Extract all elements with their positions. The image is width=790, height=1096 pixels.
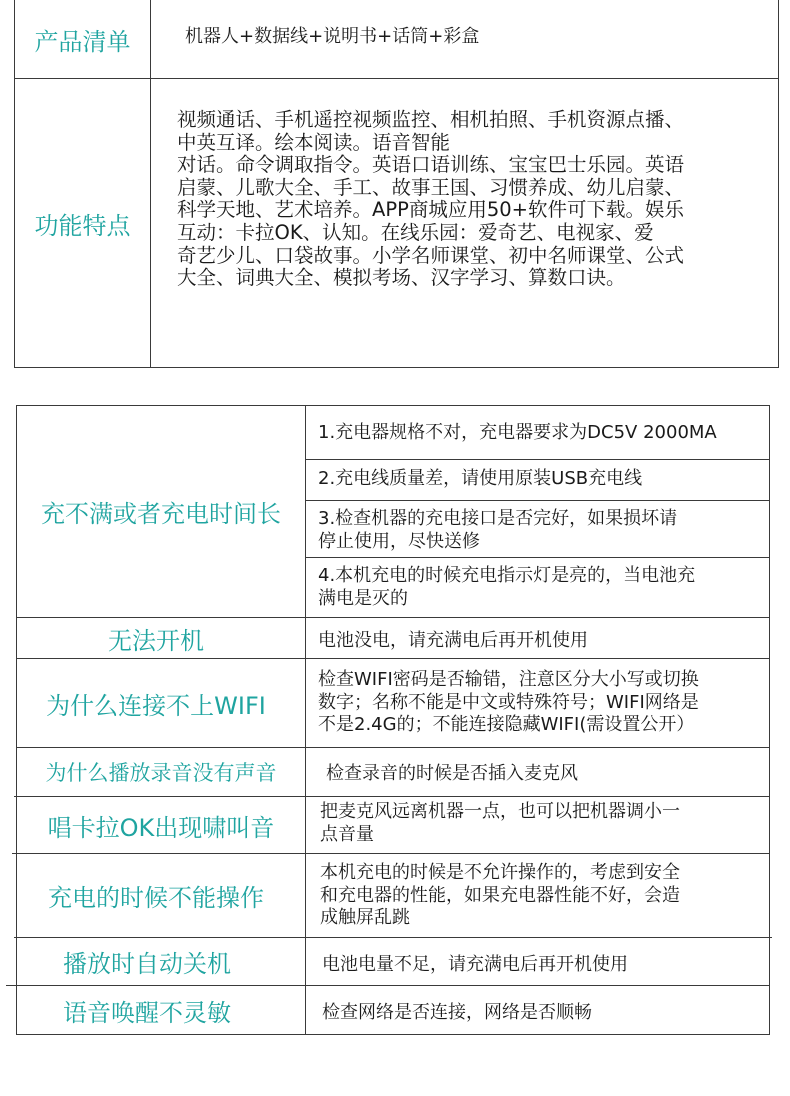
faq-question-charging: 充不满或者充电时间长	[41, 500, 281, 528]
answer-line: 电池电量不足，请充满电后再开机使用	[322, 954, 628, 975]
faq-question: 充电的时候不能操作	[48, 884, 264, 912]
answer-line: 点音量	[320, 823, 374, 845]
answer-line: 满电是灭的	[318, 587, 408, 609]
features-label: 功能特点	[34, 211, 131, 240]
answer-line: 成触屏乱跳	[320, 907, 410, 928]
features-line: 互动：卡拉OK、认知。在线乐园：爱奇艺、电视家、爱	[177, 220, 654, 244]
answer-line: 检查录音的时候是否插入麦克风	[326, 763, 578, 784]
answer-line: 1.充电器规格不对，充电器要求为DC5V 2000MA	[318, 422, 717, 443]
faq-answer	[318, 630, 766, 653]
answer-line: 本机充电的时候是不允许操作的，考虑到安全	[320, 862, 680, 883]
faq-answer-charging-2	[318, 468, 766, 491]
faq-question: 为什么连接不上WIFI	[46, 691, 266, 720]
features-line: 奇艺少儿、口袋故事。小学名师课堂、初中名师课堂、公式	[177, 243, 685, 267]
faq-answer	[326, 763, 766, 786]
product-list-label: 产品清单	[34, 27, 131, 56]
faq-answer	[320, 862, 766, 930]
faq-answer	[322, 1002, 766, 1025]
faq-answer-charging-1	[318, 422, 766, 445]
faq-question: 为什么播放录音没有声音	[45, 761, 277, 785]
answer-line: 检查网络是否连接，网络是否顺畅	[322, 1002, 592, 1023]
faq-question: 播放时自动关机	[63, 950, 231, 978]
answer-line: 停止使用，尽快送修	[318, 530, 480, 552]
answer-line: 检查WIFI密码是否输错，注意区分大小写或切换	[318, 669, 699, 690]
answer-line: 4.本机充电的时候充电指示灯是亮的，当电池充	[318, 565, 696, 586]
faq-answer	[318, 669, 766, 737]
product-list-content: 机器人+数据线+说明书+话筒+彩盒	[185, 26, 480, 47]
answer-line: 不是2.4G的；不能连接隐藏WIFI(需设置公开）	[318, 714, 695, 735]
features-line: 对话。命令调取指令。英语口语训练、宝宝巴士乐园。英语	[177, 153, 685, 177]
answer-line: 电池没电，请充满电后再开机使用	[318, 630, 588, 651]
faq-answer	[322, 954, 766, 977]
answer-line: 把麦克风远离机器一点，也可以把机器调小一	[320, 801, 680, 822]
faq-answer-charging-3	[318, 508, 766, 553]
faq-answer	[320, 801, 766, 846]
features-line: 视频通话、手机遥控视频监控、相机拍照、手机资源点播、	[177, 108, 685, 131]
faq-question: 唱卡拉OK出现啸叫音	[47, 813, 275, 842]
features-line: 中英互译。绘本阅读。语音智能	[177, 130, 451, 154]
features-line: 科学天地、艺术培养。APP商城应用50+软件可下载。娱乐	[177, 198, 685, 222]
answer-line: 和充电器的性能，如果充电器性能不好，会造	[320, 884, 680, 906]
features-content	[177, 109, 775, 290]
faq-question: 语音唤醒不灵敏	[63, 998, 231, 1027]
features-line: 启蒙、儿歌大全、手工、故事王国、习惯养成、幼儿启蒙、	[177, 175, 685, 199]
answer-line: 2.充电线质量差，请使用原装USB充电线	[318, 468, 643, 489]
answer-line: 3.检查机器的充电接口是否完好，如果损坏请	[318, 508, 678, 529]
faq-question: 无法开机	[108, 626, 204, 655]
answer-line: 数字；名称不能是中文或特殊符号；WIFI网络是	[318, 691, 699, 713]
features-line: 大全、词典大全、模拟考场、汉字学习、算数口诀。	[177, 266, 626, 290]
faq-answer-charging-4	[318, 565, 766, 610]
